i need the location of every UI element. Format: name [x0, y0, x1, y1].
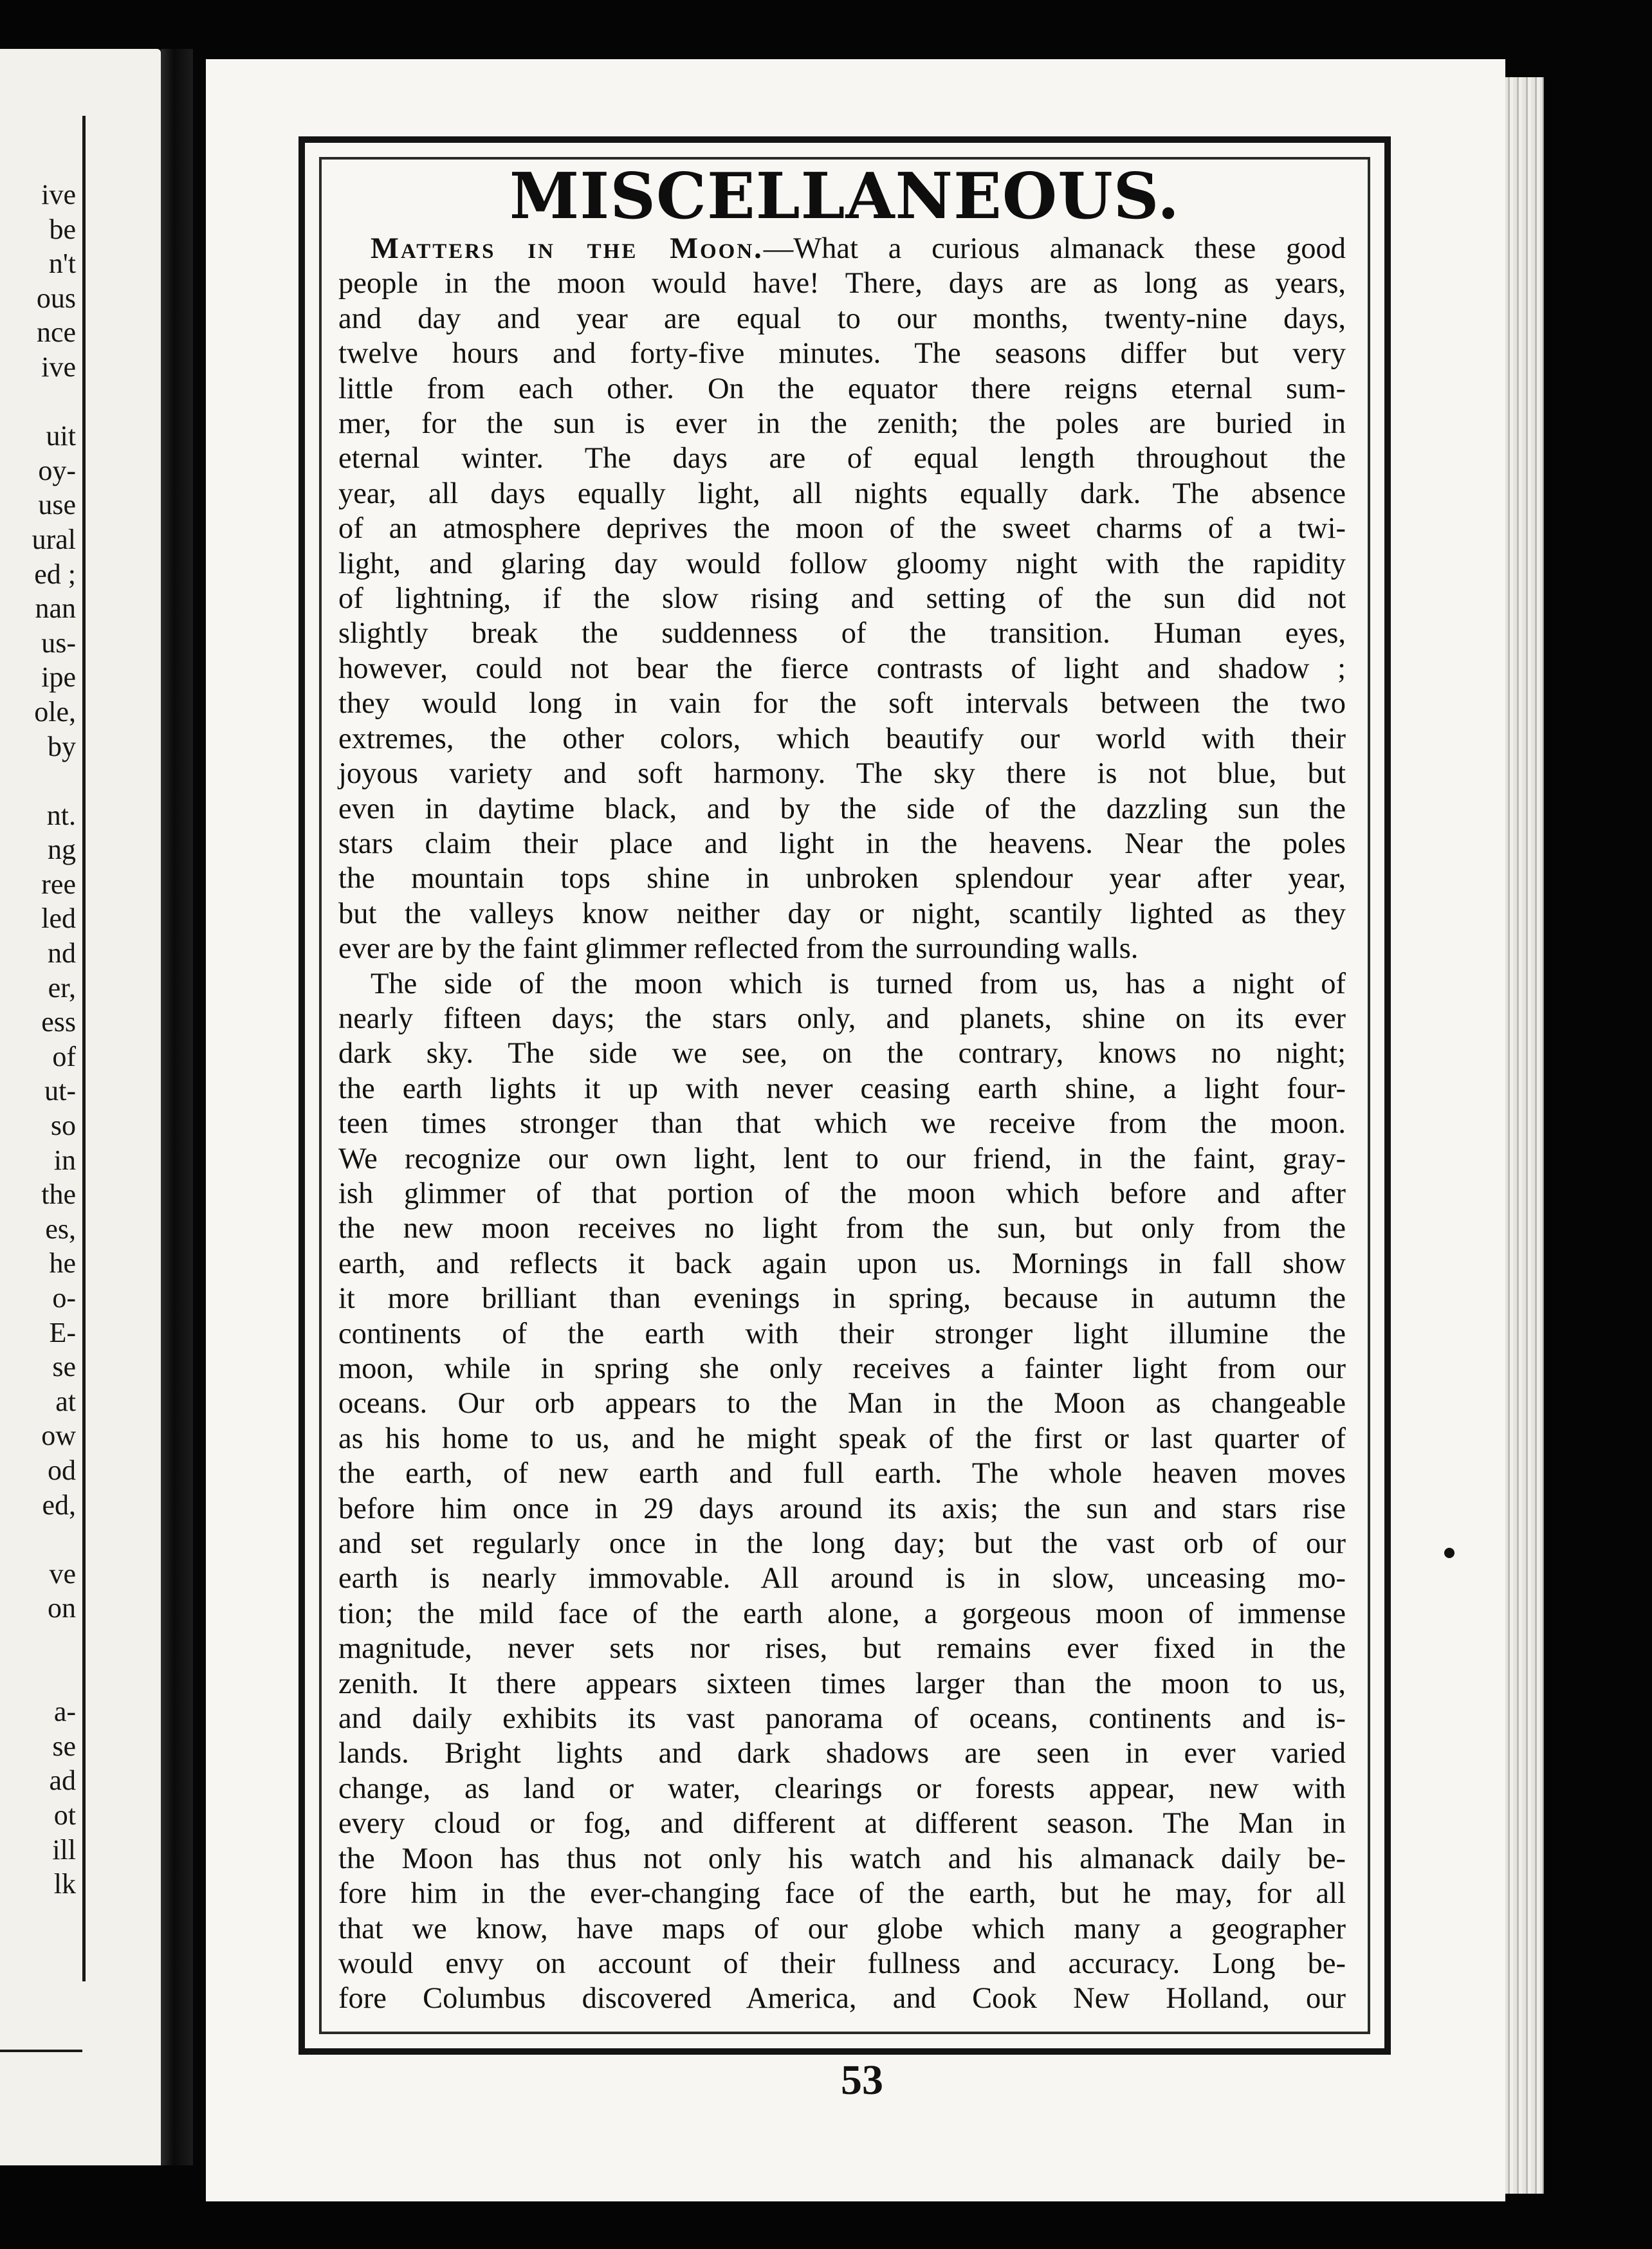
facing-page-line: ng: [48, 834, 76, 866]
article-line: that we know, have maps of our globe which many a geographer: [338, 1912, 1346, 1945]
article-line: the new moon receives no light from the sun, but only from the: [338, 1212, 1346, 1245]
facing-page-line: lk: [53, 1868, 76, 1900]
article-line: dark sky. The side we see, on the contrary, knows no night;: [338, 1037, 1346, 1070]
article-line: every cloud or fog, and different at different season. The Man in: [338, 1807, 1346, 1841]
facing-page-line: led: [41, 903, 76, 935]
article-line: but the valleys know neither day or night, scantily lighted as they: [338, 897, 1346, 930]
facing-page-line: ole,: [34, 695, 76, 728]
page-number: 53: [841, 2057, 883, 2104]
facing-page-line: ow: [41, 1420, 76, 1452]
facing-page-line: ous: [36, 282, 76, 314]
article-line: teen times stronger than that which we receive from the moon.: [338, 1107, 1346, 1141]
facing-page-line: ive: [41, 179, 76, 210]
facing-page-line: ive: [41, 351, 76, 383]
facing-page-line: o-: [52, 1282, 76, 1314]
facing-page-line: ess: [41, 1006, 76, 1038]
facing-page-line: at: [55, 1385, 76, 1417]
article-line: would envy on account of their fullness and accuracy. Long be-: [338, 1947, 1346, 1980]
facing-page-line: use: [38, 489, 76, 521]
article-line: magnitude, never sets nor rises, but remains ever fixed in the: [338, 1632, 1346, 1666]
facing-page: [0, 49, 161, 2165]
article-line: eternal winter. The days are of equal length throughout the: [338, 442, 1346, 475]
article-line: of an atmosphere deprives the moon of the sweet charms of a twi-: [338, 512, 1346, 546]
article-line: it more brilliant than evenings in spring, because in autumn the: [338, 1282, 1346, 1316]
facing-page-line: ipe: [41, 661, 76, 693]
article-line: the Moon has thus not only his watch and his almanack daily be-: [338, 1842, 1346, 1875]
article-line: change, as land or water, clearings or forests appear, new with: [338, 1772, 1346, 1805]
article-line: fore him in the ever-changing face of the earth, but he may, for all: [338, 1877, 1346, 1911]
facing-page-line: n't: [48, 248, 76, 280]
facing-page-line: ot: [53, 1799, 76, 1831]
article-line: mer, for the sun is ever in the zenith; the poles are buried in: [338, 407, 1346, 441]
article-line: ever are by the faint glimmer reflected from the surrounding walls.: [338, 932, 1139, 966]
article-line: they would long in vain for the soft intervals between the two: [338, 687, 1346, 721]
facing-page-line: of: [52, 1040, 76, 1072]
article-line: the mountain tops shine in unbroken splendour year after year,: [338, 862, 1346, 895]
facing-page-line: ed ;: [34, 558, 76, 590]
facing-page-line: the: [41, 1179, 76, 1211]
facing-page-line: se: [52, 1730, 76, 1762]
facing-page-line: ve: [49, 1557, 76, 1590]
article-line: lands. Bright lights and dark shadows are seen in ever varied: [338, 1737, 1346, 1770]
article-line: extremes, the other colors, which beautify our world with their: [338, 722, 1346, 755]
facing-page-line: [0, 1660, 76, 1695]
article-line: even in daytime black, and by the side of the dazzling sun the: [338, 792, 1346, 825]
article-body: [338, 232, 1346, 2017]
article-line: nearly fifteen days; the stars only, and planets, shine on its ever: [338, 1002, 1346, 1035]
article-line: continents of the earth with their stronger light illumine the: [338, 1317, 1346, 1350]
article-line-text: —What a curious almanack these good: [763, 232, 1346, 265]
facing-page-line: oy-: [38, 454, 76, 486]
ink-dot: [1444, 1548, 1455, 1558]
facing-page-line: ut-: [44, 1075, 76, 1107]
article-line: ish glimmer of that portion of the moon which before and after: [338, 1177, 1346, 1210]
article-line: tion; the mild face of the earth alone, a gorgeous moon of immense: [338, 1597, 1346, 1630]
article-line: We recognize our own light, lent to our friend, in the faint, gray-: [338, 1142, 1346, 1175]
facing-page-line: uit: [46, 420, 76, 452]
bottom-rule: [0, 2050, 82, 2052]
section-title: MISCELLANEOUS.: [509, 160, 1180, 234]
facing-page-line: E-: [49, 1316, 76, 1348]
article-line: stars claim their place and light in the heavens. Near the poles: [338, 827, 1346, 860]
facing-page-line: es,: [45, 1213, 76, 1245]
facing-page-line: [0, 385, 76, 419]
article-line: earth is nearly immovable. All around is in slow, unceasing mo-: [338, 1562, 1346, 1595]
facing-page-line: ural: [32, 523, 76, 555]
facing-page-line: nd: [48, 937, 76, 969]
article-line: earth, and reflects it back again upon us. Mornings in fall show: [338, 1247, 1346, 1280]
article-line: and set regularly once in the long day; but the vast orb of our: [338, 1527, 1346, 1561]
facing-page-line: [0, 1626, 76, 1660]
article-line: the earth lights it up with never ceasing earth shine, a light four-: [338, 1072, 1346, 1105]
article-line: as his home to us, and he might speak of the first or last quarter of: [338, 1422, 1346, 1455]
article-line: and daily exhibits its vast panorama of oceans, continents and is-: [338, 1702, 1346, 1736]
facing-page-line: [0, 1522, 76, 1557]
facing-page-line: ree: [41, 868, 76, 900]
article-line: little from each other. On the equator there reigns eternal sum-: [338, 372, 1346, 405]
facing-page-line: in: [53, 1144, 76, 1176]
article-line: before him once in 29 days around its axis; the sun and stars rise: [338, 1492, 1346, 1525]
facing-page-line: by: [48, 730, 76, 762]
article-line: the earth, of new earth and full earth. The whole heaven moves: [338, 1457, 1346, 1491]
book-gutter: [161, 49, 193, 2165]
facing-page-line: ill: [52, 1833, 76, 1866]
article-line: moon, while in spring she only receives a fainter light from our: [338, 1352, 1346, 1385]
facing-page-line: se: [52, 1351, 76, 1383]
article-line: fore Columbus discovered America, and Cook New Holland, our: [338, 1982, 1346, 2015]
article-line: joyous variety and soft harmony. The sky there is not blue, but: [338, 757, 1346, 791]
page-edges: [1504, 77, 1544, 2194]
article-line: light, and glaring day would follow gloomy night with the rapidity: [338, 547, 1346, 580]
article-line: of lightning, if the slow rising and setting of the sun did not: [338, 582, 1346, 616]
article-line: slightly break the suddenness of the transition. Human eyes,: [338, 617, 1346, 650]
facing-page-line: nt.: [46, 799, 76, 831]
article-frame: [298, 136, 1391, 2055]
article-line: oceans. Our orb appears to the Man in the Moon as changeable: [338, 1387, 1346, 1420]
article-line: and day and year are equal to our months, twenty-nine days,: [338, 302, 1346, 335]
facing-page-line: nan: [35, 592, 76, 625]
article-line: however, could not bear the fierce contrasts of light and shadow ;: [338, 652, 1346, 685]
facing-page-line: on: [48, 1592, 76, 1624]
article-heading: Matters in the Moon.: [371, 232, 764, 265]
article-line: zenith. It there appears sixteen times larger than the moon to us,: [338, 1667, 1346, 1700]
facing-page-line: be: [49, 213, 76, 245]
article-line: twelve hours and forty-five minutes. The seasons differ but very: [338, 337, 1346, 371]
facing-page-line: so: [50, 1110, 76, 1142]
facing-page-line: od: [48, 1454, 76, 1486]
facing-page-line: [0, 764, 76, 798]
facing-page-line: nce: [36, 317, 76, 349]
article-line: year, all days equally light, all nights equally dark. The absence: [338, 477, 1346, 510]
facing-page-line: er,: [48, 971, 76, 1004]
article-line: The side of the moon which is turned from us, has a night of: [371, 967, 1346, 1000]
article-line: [338, 232, 1346, 266]
facing-page-line: us-: [41, 627, 76, 659]
article-line: people in the moon would have! There, days are as long as years,: [338, 267, 1346, 300]
facing-page-line: he: [49, 1247, 76, 1280]
facing-page-line: ad: [49, 1765, 76, 1797]
facing-page-text: [0, 178, 76, 1902]
facing-page-line: a-: [53, 1696, 76, 1728]
facing-page-line: ed,: [42, 1489, 76, 1521]
